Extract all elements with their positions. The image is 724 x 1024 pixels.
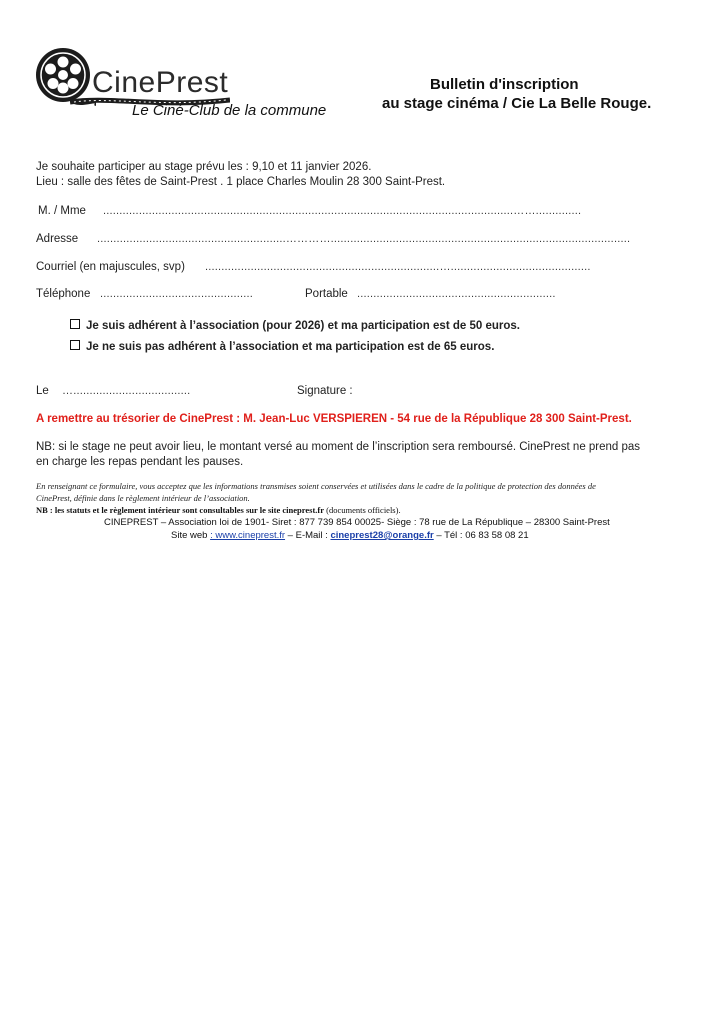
name-label: M. / Mme: [38, 205, 86, 217]
site-label: Site web: [171, 530, 211, 541]
privacy-line2: CinePrest, définie dans le règlement intérieur de l’association.: [36, 493, 250, 503]
address-label: Adresse: [36, 233, 79, 245]
intro-dates: Je souhaite participer au stage prévu les : 9,10 et 11 janvier 2026.: [36, 161, 372, 173]
remit-notice: A remettre au trésorier de CinePrest : M. Jean-Luc VERSPIEREN - 54 rue de la République 28 300 Saint-Prest.: [36, 413, 632, 425]
option-non-member-label: Je ne suis pas adhérent à l’association et ma participation est de 65 euros.: [86, 341, 495, 353]
signature-label: Signature :: [297, 385, 353, 397]
option-member-label: Je suis adhérent à l’association (pour 2026) et ma participation est de 50 euros.: [86, 320, 520, 332]
website-link[interactable]: : www.cineprest.fr: [210, 530, 286, 541]
page-title-line2: au stage cinéma / Cie La Belle Rouge.: [382, 95, 652, 112]
tagline: Le Ciné-Club de la commune: [132, 102, 327, 119]
contact-footer: [171, 530, 529, 541]
mobile-label: Portable: [305, 288, 348, 300]
nb-line2: en charge les repas pendant les pauses.: [36, 456, 244, 468]
footer-phone: – Tél : 06 83 58 08 21: [433, 530, 529, 541]
page-title-line1: Bulletin d'inscription: [430, 76, 579, 93]
email-label: Courriel (en majuscules, svp): [36, 261, 185, 273]
intro-location: Lieu : salle des fêtes de Saint-Prest . 1 place Charles Moulin 28 300 Saint-Prest.: [36, 176, 446, 188]
date-label: Le: [36, 385, 49, 397]
statutes-rest: (documents officiels).: [324, 505, 401, 515]
mobile-field[interactable]: .............................................................: [357, 288, 556, 300]
date-field[interactable]: …....................................: [62, 385, 191, 397]
logo-wordmark: CinePrest: [92, 66, 229, 99]
address-field[interactable]: ..........................................................…………............................................................................................: [97, 233, 631, 245]
privacy-line1: En renseignant ce formulaire, vous acceptez que les informations transmises soient conservées et utilisées dans le cadre de la politique de protection des données de: [36, 481, 596, 491]
nb-line1: NB: si le stage ne peut avoir lieu, le montant versé au moment de l’inscription sera remboursé. CinePrest ne prend pas: [36, 441, 641, 453]
member-checkbox[interactable]: [70, 319, 80, 329]
email-label-footer: – E-Mail :: [285, 530, 331, 541]
association-footer: CINEPREST – Association loi de 1901- Siret : 877 739 854 00025- Siège : 78 rue de La République – 28300 Saint-Prest: [104, 517, 610, 528]
statutes-note: [36, 505, 401, 515]
statutes-bold: NB : les statuts et le règlement intérieur sont consultables sur le site cineprest.fr: [36, 505, 325, 515]
name-field[interactable]: ..............................................................................................................................……..............: [103, 205, 582, 217]
phone-field[interactable]: ...............................................: [100, 288, 254, 300]
phone-label: Téléphone: [36, 288, 91, 300]
option-member[interactable]: [70, 319, 520, 332]
non-member-checkbox[interactable]: [70, 340, 80, 350]
email-link[interactable]: cineprest28@orange.fr: [330, 530, 434, 541]
email-field[interactable]: ........................................................................…...........................................: [205, 261, 591, 273]
option-non-member[interactable]: [70, 340, 494, 353]
